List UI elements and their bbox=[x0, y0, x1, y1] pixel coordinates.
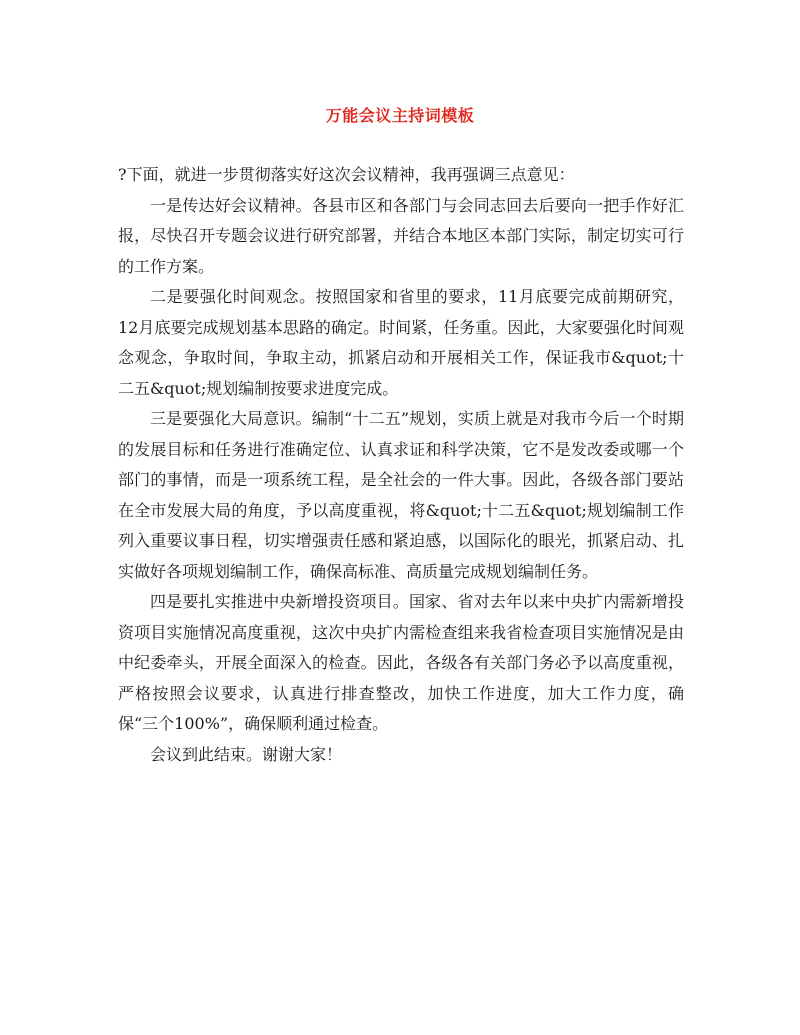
document-body bbox=[118, 160, 684, 770]
paragraph-intro: ?下面，就进一步贯彻落实好这次会议精神，我再强调三点意见： bbox=[118, 165, 575, 184]
paragraph-point-four: 四是要扎实推进中央新增投资项目。国家、省对去年以来中央扩内需新增投资项目实施情况高度重视，这次中央扩内需检查组来我省检查项目实施情况是由中纪委牵头，开展全面深入的检查。因此，各级各有关部门务必予以高度重视，严格按照会议要求，认真进行排查整改，加快工作进度，加大工作力度，确保“三个100%”，确保顺利通过检查。 bbox=[118, 592, 684, 733]
paragraph-closing: 会议到此结束。谢谢大家！ bbox=[150, 744, 343, 764]
paragraph-point-three: 三是要强化大局意识。编制“十二五”规划，实质上就是对我市今后一个时期的发展目标和任务进行准确定位、认真求证和科学决策，它不是发改委或哪一个部门的事情，而是一项系统工程，是全社会的一件大事。因此，各级各部门要站在全市发展大局的角度，予以高度重视，将&quot;十二五&quot;规划编制工作列入重要议事日程，切实增强责任感和紧迫感，以国际化的眼光，抓紧启动、扎实做好各项规划编制工作，确保高标准、高质量完成规划编制任务。 bbox=[118, 409, 684, 581]
document-title: 万能会议主持词模板 bbox=[325, 106, 475, 125]
paragraph-point-one: 一是传达好会议精神。各县市区和各部门与会同志回去后要向一把手作好汇报，尽快召开专题会议进行研究部署，并结合本地区本部门实际，制定切实可行的工作方案。 bbox=[118, 195, 684, 276]
paragraph-point-two: 二是要强化时间观念。按照国家和省里的要求，11月底要完成前期研究，12月底要完成规划基本思路的确定。时间紧，任务重。因此，大家要强化时间观念观念，争取时间，争取主动，抓紧启动和开展相关工作，保证我市&quot;十二五&quot;规划编制按要求进度完成。 bbox=[118, 287, 684, 398]
